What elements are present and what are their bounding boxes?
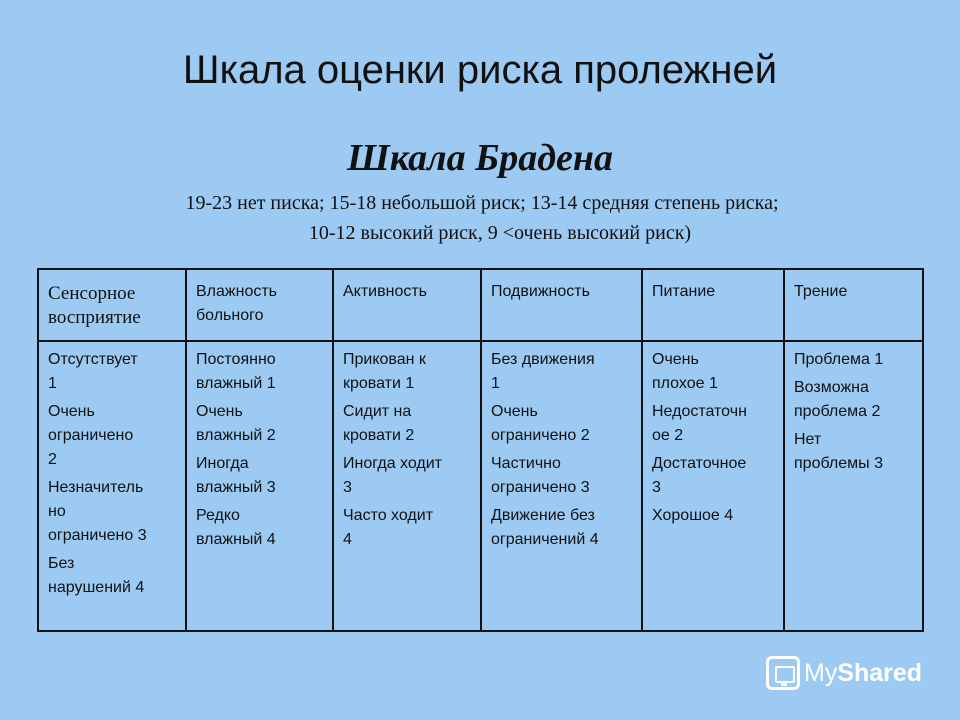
cell-friction: [784, 341, 923, 631]
header-friction: Трение: [784, 269, 923, 341]
watermark-brand-my: My: [804, 658, 838, 687]
score-item: Очень плохое 1: [652, 351, 718, 392]
score-item: Частично ограничено 3: [491, 455, 590, 496]
score-item: Нет проблемы 3: [794, 431, 883, 472]
header-mobility: Подвижность: [481, 269, 642, 341]
watermark-brand-shared: Shared: [837, 658, 923, 687]
score-item: Сидит на кровати 2: [343, 403, 415, 444]
score-item: Без движения 1: [491, 351, 595, 392]
header-nutrition: Питание: [642, 269, 784, 341]
cell-moisture: [186, 341, 333, 631]
table-header-row: [38, 269, 923, 341]
cell-mobility: [481, 341, 642, 631]
score-item: Иногда влажный 3: [196, 455, 276, 496]
slide-subtitle: Шкала Брадена: [346, 137, 614, 179]
score-item: Возможна проблема 2: [794, 379, 881, 420]
braden-scale-table: [37, 268, 924, 632]
risk-legend-line-1: 19-23 нет писка; 15-18 небольшой риск; 13-14 средняя степень риска;: [185, 192, 779, 214]
header-activity: Активность: [333, 269, 481, 341]
score-item: Очень влажный 2: [196, 403, 276, 444]
cell-activity: [333, 341, 481, 631]
score-item: Иногда ходит 3: [343, 455, 442, 496]
score-item: Хорошое 4: [652, 507, 734, 524]
cell-nutrition: [642, 341, 784, 631]
myshared-watermark: [766, 656, 922, 690]
score-item: Очень ограничено 2: [491, 403, 590, 444]
presentation-screen-icon: [766, 656, 800, 690]
score-item: Проблема 1: [794, 351, 884, 368]
score-item: Движение без ограничений 4: [491, 507, 599, 548]
risk-legend-line-2: 10-12 высокий риск, 9 <очень высокий риск): [308, 222, 692, 244]
score-item: Прикован к кровати 1: [343, 351, 426, 392]
score-item: Часто ходит 4: [343, 507, 434, 548]
slide-title: Шкала оценки риска пролежней: [182, 48, 778, 92]
score-item: Достаточное 3: [652, 455, 747, 496]
score-item: Постоянно влажный 1: [196, 351, 276, 392]
score-item: Без нарушений 4: [48, 555, 145, 596]
score-item: Очень ограничено 2: [48, 403, 134, 468]
header-moisture: Влажность больного: [186, 269, 333, 341]
table-body-row: [38, 341, 923, 631]
score-item: Незначитель но ограничено 3: [48, 479, 147, 544]
cell-sensory-perception: [38, 341, 186, 631]
score-item: Отсутствует 1: [48, 351, 138, 392]
header-sensory-perception: Сенсорное восприятие: [38, 269, 186, 341]
score-item: Недостаточн ое 2: [652, 403, 747, 444]
score-item: Редко влажный 4: [196, 507, 276, 548]
